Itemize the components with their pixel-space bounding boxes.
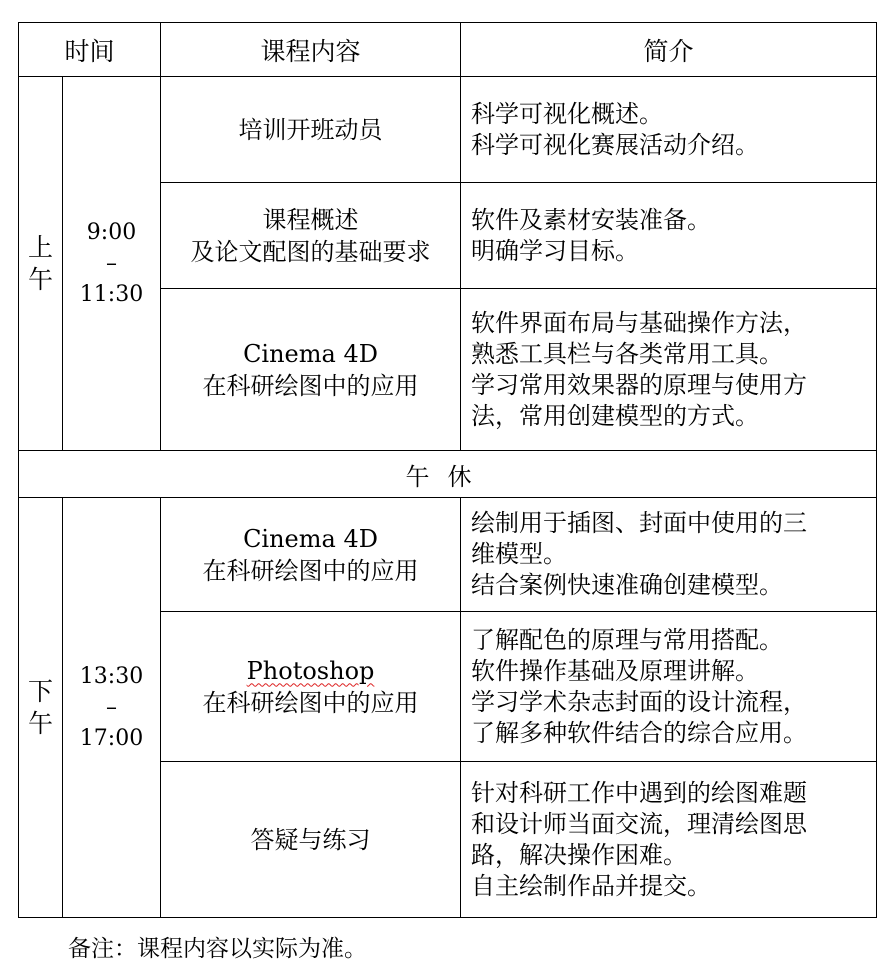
table-row — [19, 77, 877, 183]
desc-cell — [461, 612, 877, 762]
course-line: 在科研绘图中的应用 — [202, 688, 419, 717]
desc-line: 软件操作基础及原理讲解。 — [471, 656, 760, 685]
table-row — [19, 498, 877, 612]
time-morning — [63, 77, 161, 451]
header-intro: 简介 — [461, 23, 877, 77]
course-line: 培训开班动员 — [238, 115, 383, 144]
desc-cell — [461, 762, 877, 918]
desc-line: 科学可视化赛展活动介绍。 — [471, 130, 760, 159]
desc-line: 法，常用创建模型的方式。 — [471, 401, 760, 430]
course-cell — [161, 77, 461, 183]
course-line: 答疑与练习 — [250, 825, 371, 854]
desc-line: 明确学习目标。 — [471, 236, 640, 265]
desc-line: 结合案例快速准确创建模型。 — [471, 571, 784, 599]
course-line: Photoshop — [246, 656, 375, 685]
desc-line: 软件及素材安装准备。 — [471, 205, 712, 234]
lunch-row — [19, 451, 877, 498]
course-line: 在科研绘图中的应用 — [202, 371, 419, 400]
lunch-break: 午休 — [19, 451, 877, 498]
period-morning — [19, 77, 63, 451]
time-end: 11:30 — [79, 282, 144, 307]
footnote: 备注：课程内容以实际为准。 — [68, 936, 367, 962]
time-dash: – — [106, 251, 117, 276]
header-row — [19, 23, 877, 77]
course-cell — [161, 498, 461, 612]
desc-line: 和设计师当面交流，理清绘图思 — [471, 809, 808, 838]
course-line: 及论文配图的基础要求 — [190, 237, 431, 266]
period-afternoon — [19, 498, 63, 918]
period-label: 午 — [27, 708, 53, 738]
desc-line: 自主绘制作品并提交。 — [471, 871, 712, 900]
period-label: 下 — [27, 676, 53, 706]
desc-line: 针对科研工作中遇到的绘图难题 — [471, 778, 808, 807]
desc-line: 路，解决操作困难。 — [471, 840, 688, 869]
desc-line: 绘制用于插图、封面中使用的三 — [471, 509, 808, 537]
period-label: 午 — [27, 264, 53, 294]
course-line: Cinema 4D — [243, 339, 378, 368]
time-afternoon — [63, 498, 161, 918]
course-cell — [161, 762, 461, 918]
desc-cell — [461, 77, 877, 183]
period-label: 上 — [27, 232, 53, 262]
course-line: 在科研绘图中的应用 — [202, 556, 419, 585]
desc-line: 软件界面布局与基础操作方法， — [471, 308, 808, 337]
desc-line: 科学可视化概述。 — [471, 99, 664, 128]
course-line: 课程概述 — [262, 205, 359, 234]
desc-cell — [461, 289, 877, 451]
header-time: 时间 — [19, 23, 161, 77]
course-cell — [161, 183, 461, 289]
course-cell — [161, 612, 461, 762]
course-cell — [161, 289, 461, 451]
schedule-table — [18, 22, 877, 918]
time-start: 13:30 — [79, 664, 144, 689]
time-start: 9:00 — [86, 220, 137, 245]
desc-line: 学习学术杂志封面的设计流程， — [471, 687, 808, 716]
course-line: Cinema 4D — [243, 524, 378, 553]
time-dash: – — [106, 695, 117, 720]
desc-line: 学习常用效果器的原理与使用方 — [471, 370, 808, 399]
desc-line: 了解多种软件结合的综合应用。 — [471, 718, 808, 747]
desc-line: 熟悉工具栏与各类常用工具。 — [471, 339, 784, 368]
header-content: 课程内容 — [161, 23, 461, 77]
desc-line: 维模型。 — [471, 540, 568, 568]
desc-cell — [461, 183, 877, 289]
time-end: 17:00 — [79, 726, 144, 751]
desc-line: 了解配色的原理与常用搭配。 — [471, 625, 784, 654]
desc-cell — [461, 498, 877, 612]
